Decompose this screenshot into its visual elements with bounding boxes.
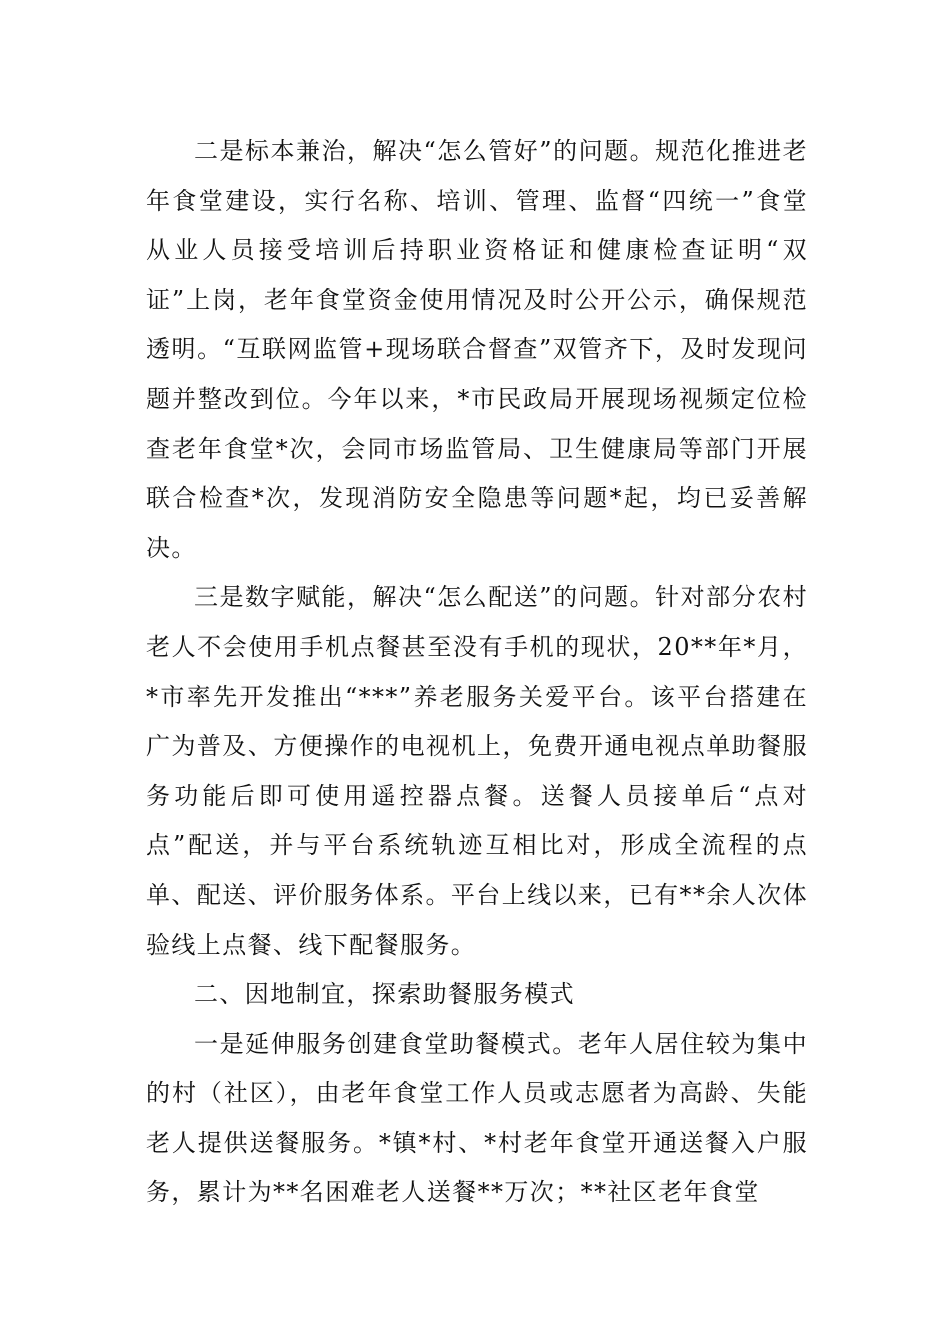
paragraph-governance: 二是标本兼治，解决“怎么管好”的问题。规范化推进老年食堂建设，实行名称、培训、管理、监督“四统一”食堂从业人员接受培训后持职业资格证和健康检查证明“双证”上岗，老年食堂资金使用情况及时公开公示，确保规范透明。“互联网监管+现场联合督查”双管齐下，及时发现问题并整改到位。今年以来，*市民政局开展现场视频定位检查老年食堂*次，会同市场监管局、卫生健康局等部门开展联合检查*次，发现消防安全隐患等问题*起，均已妥善解决。: [146, 137, 808, 562]
body-text: [146, 127, 808, 1218]
paragraph-digital-delivery: 三是数字赋能，解决“怎么配送”的问题。针对部分农村老人不会使用手机点餐甚至没有手机的现状，20**年*月，*市率先开发推出“***”养老服务关爱平台。该平台搭建在广为普及、方便操作的电视机上，免费开通电视点单助餐服务功能后即可使用遥控器点餐。送餐人员接单后“点对点”配送，并与平台系统轨迹互相比对，形成全流程的点单、配送、评价服务体系。平台上线以来，已有**余人次体验线上点餐、线下配餐服务。: [146, 583, 808, 959]
paragraph-canteen-model: 一是延伸服务创建食堂助餐模式。老年人居住较为集中的村（社区），由老年食堂工作人员或志愿者为高龄、失能老人提供送餐服务。*镇*村、*村老年食堂开通送餐入户服务，累计为**名困难老人送餐**万次；**社区老年食堂: [146, 1029, 808, 1207]
section-heading: 二、因地制宜，探索助餐服务模式: [194, 980, 575, 1009]
